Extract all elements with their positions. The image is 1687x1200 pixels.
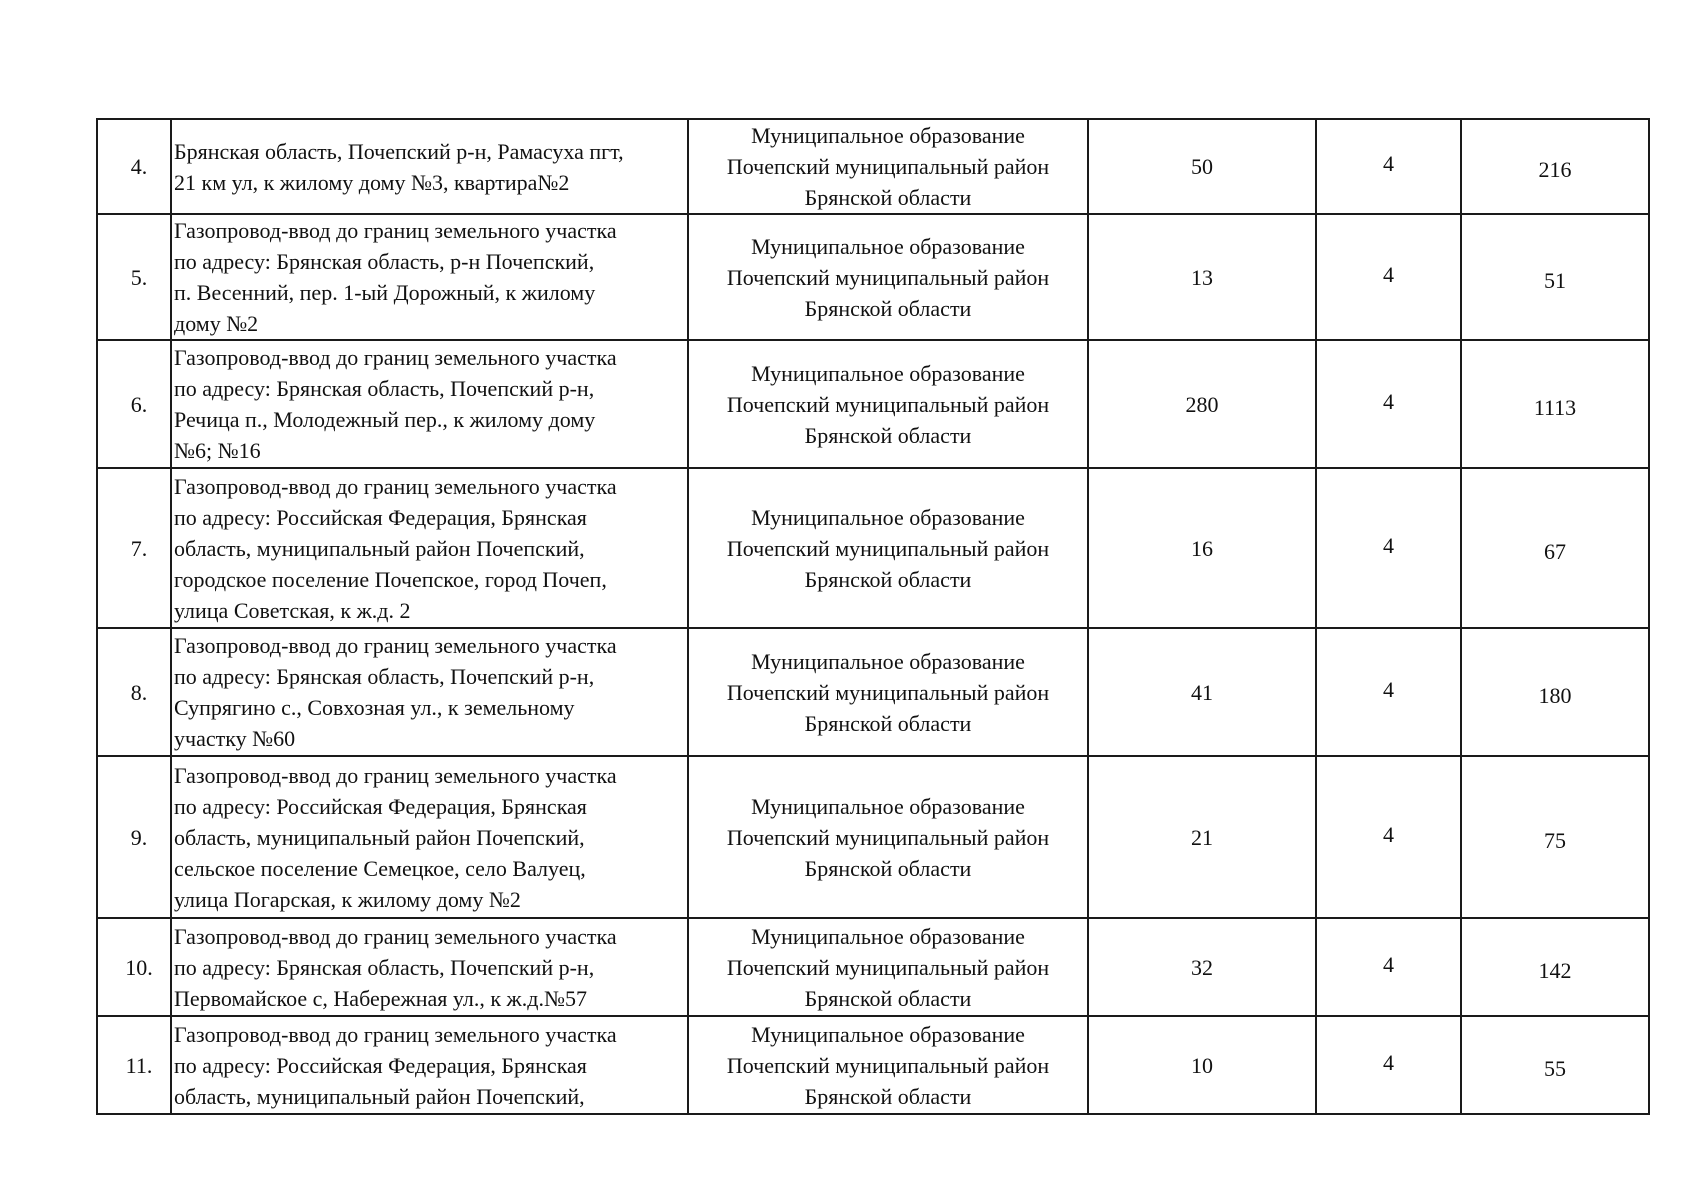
value-3: 55 — [1544, 1055, 1566, 1081]
address-line: область, муниципальный район Почепский, — [174, 1083, 585, 1109]
address-cell — [171, 468, 688, 628]
owner-line: Почепский муниципальный район — [726, 824, 1050, 850]
owner-line: Почепский муниципальный район — [726, 391, 1050, 417]
value-3: 216 — [1538, 157, 1572, 182]
value-3: 142 — [1538, 957, 1572, 983]
owner-line: Муниципальное образование — [751, 793, 1025, 819]
address-line: по адресу: Брянская область, Почепский р-н, — [174, 954, 595, 980]
address-line: 21 км ул, к жилому дому №3, квартира№2 — [174, 169, 570, 195]
value-cell-3 — [1461, 340, 1649, 468]
row-number-cell — [97, 756, 171, 918]
address-line: Первомайское с, Набережная ул., к ж.д.№57 — [174, 985, 587, 1011]
address-line: улица Погарская, к жилому дому №2 — [174, 886, 521, 912]
address-line: городское поселение Почепское, город Почеп, — [174, 566, 607, 592]
value-3: 1113 — [1533, 394, 1577, 420]
address-line: Газопровод-ввод до границ земельного участка — [174, 473, 617, 499]
address-line: Речица п., Молодежный пер., к жилому дому — [174, 407, 596, 432]
value-1: 13 — [1191, 264, 1213, 290]
owner-line: Брянской области — [804, 295, 972, 321]
value-3: 75 — [1544, 827, 1566, 853]
owner-line: Почепский муниципальный район — [726, 264, 1050, 290]
owner-cell — [688, 119, 1088, 214]
value-cell-3 — [1461, 1016, 1649, 1114]
owner-line: Почепский муниципальный район — [726, 154, 1050, 179]
owner-line: Муниципальное образование — [751, 504, 1025, 530]
value-cell-2 — [1316, 468, 1461, 628]
value-cell-2 — [1316, 628, 1461, 756]
row-number: 5. — [130, 264, 148, 290]
row-number: 7. — [130, 535, 148, 561]
value-2: 4 — [1383, 951, 1394, 977]
table-body — [97, 119, 1649, 1114]
address-cell — [171, 214, 688, 340]
value-cell-3 — [1461, 214, 1649, 340]
address-line: Газопровод-ввод до границ земельного участка — [174, 218, 617, 243]
address-line: область, муниципальный район Почепский, — [174, 824, 585, 850]
table-row — [97, 214, 1649, 340]
owner-line: Муниципальное образование — [751, 1021, 1025, 1047]
gas-pipeline-registry-table — [96, 118, 1650, 1115]
owner-cell — [688, 340, 1088, 468]
value-2: 4 — [1383, 532, 1394, 558]
address-cell — [171, 918, 688, 1016]
value-1: 41 — [1191, 679, 1213, 705]
value-cell-1 — [1088, 918, 1316, 1016]
value-1: 50 — [1191, 154, 1213, 179]
address-line: сельское поселение Семецкое, село Валуец, — [174, 855, 586, 881]
row-number-cell — [97, 628, 171, 756]
value-1: 21 — [1191, 824, 1213, 850]
owner-cell — [688, 756, 1088, 918]
value-2: 4 — [1383, 388, 1394, 414]
address-line: Брянская область, Почепский р-н, Рамасуха пгт, — [174, 138, 624, 164]
value-3: 67 — [1544, 538, 1566, 564]
owner-line: Муниципальное образование — [751, 648, 1025, 674]
row-number: 8. — [130, 679, 148, 705]
value-cell-1 — [1088, 340, 1316, 468]
value-cell-1 — [1088, 628, 1316, 756]
table-row — [97, 756, 1649, 918]
owner-line: Брянской области — [804, 566, 972, 592]
address-line: дому №2 — [174, 311, 259, 336]
row-number: 11. — [125, 1052, 153, 1078]
value-2: 4 — [1383, 1049, 1394, 1075]
address-line: по адресу: Брянская область, Почепский р-н, — [174, 664, 595, 689]
owner-line: Брянской области — [804, 985, 972, 1011]
value-cell-3 — [1461, 119, 1649, 214]
address-line: по адресу: Российская Федерация, Брянская — [174, 1052, 587, 1078]
address-cell — [171, 340, 688, 468]
address-line: Газопровод-ввод до границ земельного участка — [174, 923, 617, 949]
address-line: Газопровод-ввод до границ земельного участка — [174, 1021, 617, 1047]
row-number: 4. — [130, 154, 148, 179]
row-number-cell — [97, 1016, 171, 1114]
owner-line: Муниципальное образование — [751, 360, 1025, 386]
value-cell-1 — [1088, 468, 1316, 628]
owner-cell — [688, 628, 1088, 756]
value-cell-3 — [1461, 468, 1649, 628]
address-cell — [171, 756, 688, 918]
table-row — [97, 468, 1649, 628]
address-cell — [171, 1016, 688, 1114]
owner-line: Муниципальное образование — [751, 923, 1025, 949]
value-1: 32 — [1191, 954, 1213, 980]
address-line: Газопровод-ввод до границ земельного участка — [174, 345, 617, 370]
owner-line: Брянской области — [804, 185, 972, 210]
address-cell — [171, 628, 688, 756]
value-3: 180 — [1538, 682, 1572, 708]
address-line: по адресу: Российская Федерация, Брянская — [174, 793, 587, 819]
value-cell-2 — [1316, 756, 1461, 918]
value-cell-2 — [1316, 1016, 1461, 1114]
address-line: по адресу: Брянская область, Почепский р-н, — [174, 376, 595, 401]
row-number-cell — [97, 214, 171, 340]
value-cell-2 — [1316, 214, 1461, 340]
owner-line: Брянской области — [804, 710, 972, 736]
value-2: 4 — [1383, 261, 1394, 287]
value-1: 10 — [1191, 1052, 1213, 1078]
table-row — [97, 119, 1649, 214]
value-2: 4 — [1383, 821, 1394, 847]
value-1: 280 — [1185, 391, 1219, 417]
row-number-cell — [97, 119, 171, 214]
address-line: Газопровод-ввод до границ земельного участка — [174, 762, 617, 788]
value-cell-3 — [1461, 628, 1649, 756]
owner-line: Муниципальное образование — [751, 233, 1025, 259]
value-cell-2 — [1316, 119, 1461, 214]
value-1: 16 — [1191, 535, 1213, 561]
owner-line: Почепский муниципальный район — [726, 1052, 1050, 1078]
owner-line: Муниципальное образование — [751, 123, 1025, 148]
row-number-cell — [97, 468, 171, 628]
row-number: 9. — [130, 824, 148, 850]
address-line: по адресу: Брянская область, р-н Почепский, — [174, 249, 595, 274]
owner-line: Брянской области — [804, 422, 972, 448]
row-number: 6. — [130, 391, 148, 417]
value-2: 4 — [1383, 676, 1394, 702]
address-line: Супрягино с., Совхозная ул., к земельному — [174, 695, 575, 720]
owner-line: Брянской области — [804, 1083, 972, 1109]
value-cell-1 — [1088, 119, 1316, 214]
row-number-cell — [97, 918, 171, 1016]
value-cell-3 — [1461, 756, 1649, 918]
table-row — [97, 1016, 1649, 1114]
address-line: по адресу: Российская Федерация, Брянская — [174, 504, 587, 530]
owner-line: Почепский муниципальный район — [726, 954, 1050, 980]
value-cell-1 — [1088, 756, 1316, 918]
owner-cell — [688, 1016, 1088, 1114]
value-cell-3 — [1461, 918, 1649, 1016]
owner-cell — [688, 918, 1088, 1016]
address-cell — [171, 119, 688, 214]
value-cell-2 — [1316, 918, 1461, 1016]
value-cell-1 — [1088, 214, 1316, 340]
row-number-cell — [97, 340, 171, 468]
table-row — [97, 918, 1649, 1016]
owner-line: Брянской области — [804, 855, 972, 881]
owner-line: Почепский муниципальный район — [726, 535, 1050, 561]
value-cell-1 — [1088, 1016, 1316, 1114]
address-line: №6; №16 — [174, 438, 261, 463]
address-line: область, муниципальный район Почепский, — [174, 535, 585, 561]
row-number: 10. — [125, 954, 153, 980]
table-row — [97, 628, 1649, 756]
address-line: Газопровод-ввод до границ земельного участка — [174, 633, 617, 658]
owner-cell — [688, 468, 1088, 628]
value-3: 51 — [1544, 267, 1566, 293]
address-line: участку №60 — [174, 726, 296, 751]
table-row — [97, 340, 1649, 468]
value-2: 4 — [1383, 151, 1394, 176]
address-line: улица Советская, к ж.д. 2 — [174, 597, 411, 623]
owner-line: Почепский муниципальный район — [726, 679, 1050, 705]
owner-cell — [688, 214, 1088, 340]
address-line: п. Весенний, пер. 1-ый Дорожный, к жилому — [174, 280, 596, 305]
value-cell-2 — [1316, 340, 1461, 468]
